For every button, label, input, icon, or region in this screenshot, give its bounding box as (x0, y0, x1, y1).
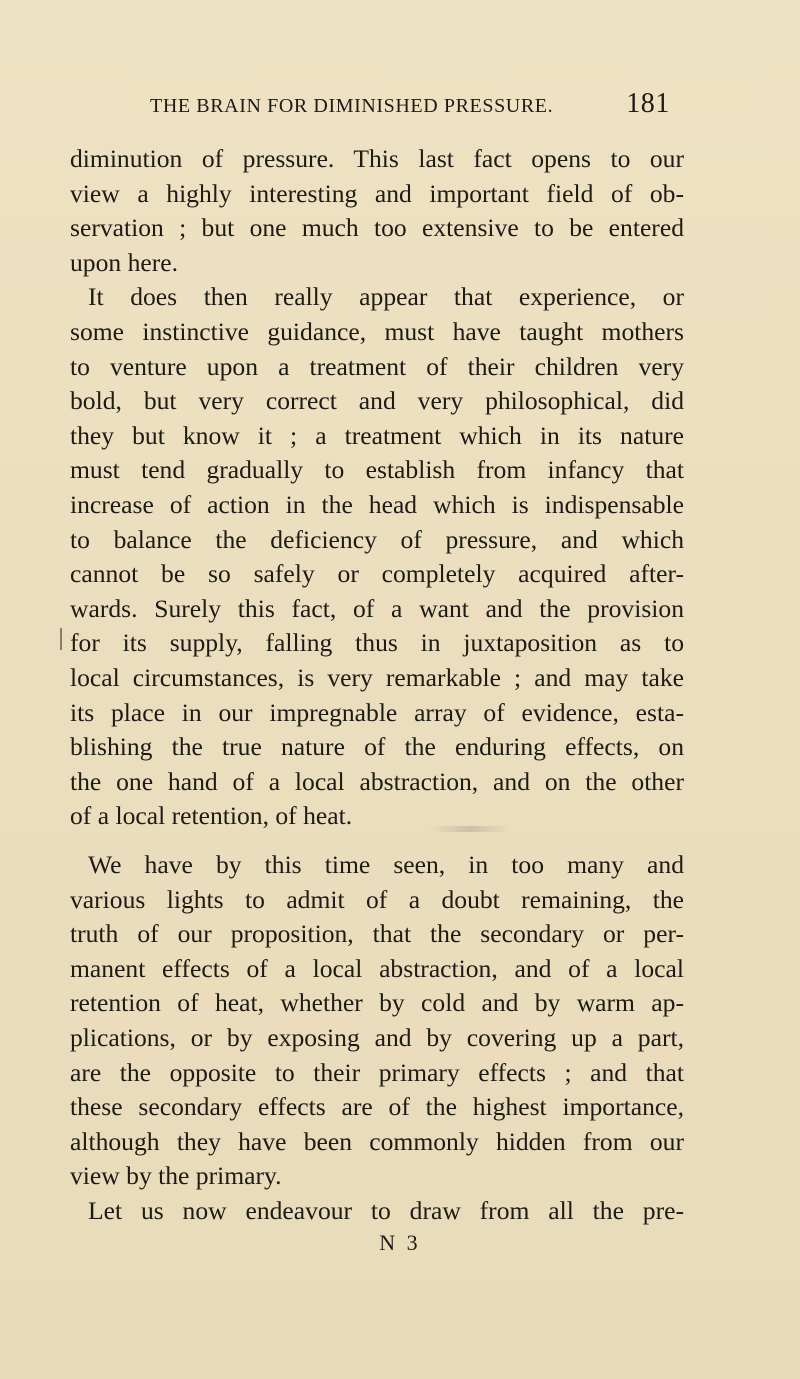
text-line: local circumstances, is very remarkable ; and may take (70, 662, 684, 692)
signature-mark: N 3 (379, 1230, 421, 1255)
text-line: upon here. (70, 247, 179, 277)
text-line: they but know it ; a treatment which in its nature (70, 420, 684, 450)
text-line: manent effects of a local abstraction, and of a local (70, 953, 684, 983)
text-line: Let us now endeavour to draw from all the pre- (88, 1195, 684, 1225)
text-line: cannot be so safely or completely acquired after- (70, 559, 684, 589)
text-line: blishing the true nature of the enduring effects, on (70, 732, 684, 762)
text-line: must tend gradually to establish from infancy that (70, 455, 684, 485)
running-title: THE BRAIN FOR DIMINISHED PRESSURE. (150, 95, 554, 117)
text-line: these secondary effects are of the highest importance, (70, 1092, 684, 1122)
text-line: of a local retention, of heat. (70, 801, 353, 831)
print-smudge (430, 826, 510, 832)
running-head (150, 88, 670, 124)
text-block-upper (70, 142, 684, 834)
text-line: some instinctive guidance, must have taught mothers (70, 316, 684, 346)
text-line: the one hand of a local abstraction, and on the other (70, 766, 684, 796)
text-line: are the opposite to their primary effects ; and that (70, 1057, 684, 1087)
text-line: although they have been commonly hidden from our (70, 1126, 684, 1156)
text-line: view a highly interesting and important field of ob- (70, 178, 684, 208)
text-line: to balance the deficiency of pressure, and which (70, 524, 684, 554)
margin-mark (60, 628, 62, 650)
text-line: We have by this time seen, in too many and (88, 850, 684, 879)
text-line: It does then really appear that experience, or (88, 282, 684, 312)
text-line: wards. Surely this fact, of a want and the provision (70, 593, 684, 623)
text-line: various lights to admit of a doubt remaining, the (70, 884, 684, 914)
text-line: increase of action in the head which is indispensable (70, 489, 684, 519)
text-line: plications, or by exposing and by covering up a part, (70, 1022, 684, 1052)
text-line: bold, but very correct and very philosophical, did (70, 386, 684, 416)
text-line: to venture upon a treatment of their children very (70, 351, 684, 381)
page-number: 181 (626, 88, 670, 119)
text-line: view by the primary. (70, 1161, 282, 1191)
text-line: its place in our impregnable array of evidence, esta- (70, 697, 684, 727)
text-line: retention of heat, whether by cold and by warm ap- (70, 988, 684, 1018)
text-line: for its supply, falling thus in juxtaposition as to (70, 628, 684, 658)
text-block-lower (70, 848, 684, 1229)
text-line: servation ; but one much too extensive to be entered (70, 213, 684, 243)
text-line: diminution of pressure. This last fact opens to our (70, 144, 684, 173)
text-line: truth of our proposition, that the secondary or per- (70, 919, 684, 949)
